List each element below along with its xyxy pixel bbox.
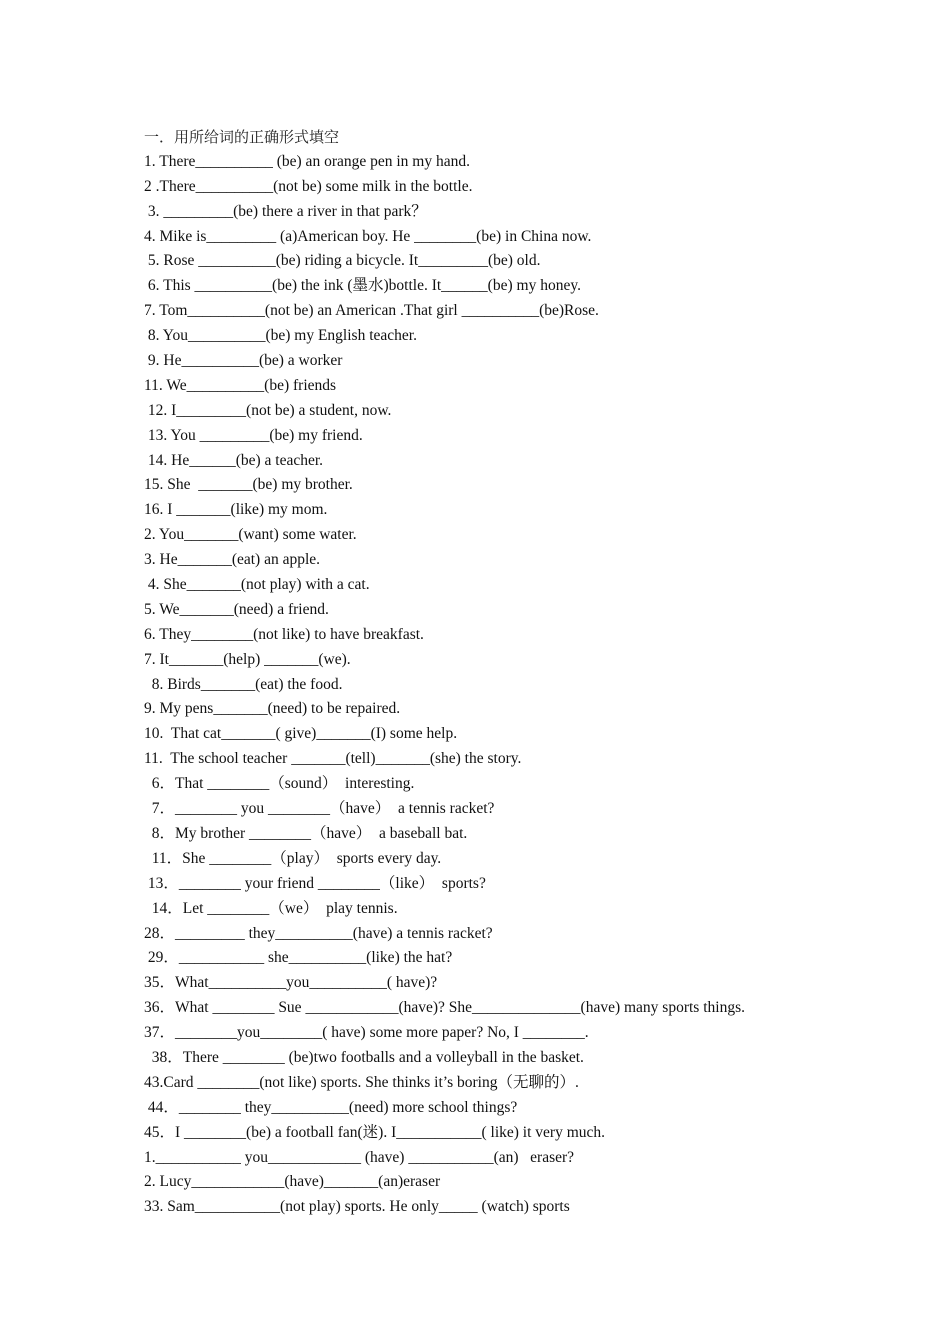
- exercise-line: 2. Lucy____________(have)_______(an)eraser: [144, 1173, 441, 1191]
- exercise-heading: 一．用所给词的正确形式填空: [144, 128, 340, 146]
- exercise-line: 11. The school teacher _______(tell)_______(she) the story.: [144, 750, 522, 768]
- exercise-line: 7. It_______(help) _______(we).: [144, 650, 351, 668]
- exercise-line: 12. I_________(not be) a student, now.: [144, 401, 392, 419]
- exercise-line: 29．___________ she__________(like) the hat?: [144, 949, 453, 967]
- exercise-line: 3. He_______(eat) an apple.: [144, 551, 321, 569]
- exercise-line: 35．What__________you__________( have)?: [144, 974, 438, 992]
- exercise-line: 1.___________ you____________ (have) ___________(an) eraser?: [144, 1148, 575, 1166]
- exercise-line: 10. That cat_______( give)_______(I) some help.: [144, 725, 458, 743]
- exercise-line: 3. _________(be) there a river in that park？: [144, 202, 427, 220]
- exercise-line: 9. He__________(be) a worker: [144, 352, 343, 370]
- exercise-line: 28．_________ they__________(have) a tennis racket?: [144, 924, 493, 942]
- exercise-line: 16. I _______(like) my mom.: [144, 501, 328, 519]
- exercise-line: 36．What ________ Sue ____________(have)? She______________(have) many sports things.: [144, 999, 745, 1017]
- exercise-content: [144, 125, 924, 1220]
- exercise-line: 2. You_______(want) some water.: [144, 526, 357, 544]
- exercise-line: 7. Tom__________(not be) an American .That girl __________(be)Rose.: [144, 302, 599, 320]
- exercise-line: 14. He______(be) a teacher.: [144, 451, 324, 469]
- exercise-line: 6. This __________(be) the ink (墨水)bottle. It______(be) my honey.: [144, 277, 581, 295]
- exercise-line: 1. There__________ (be) an orange pen in my hand.: [144, 152, 470, 170]
- exercise-line: 9. My pens_______(need) to be repaired.: [144, 700, 401, 718]
- exercise-line: 11. We__________(be) friends: [144, 376, 337, 394]
- exercise-line: 4. Mike is_________ (a)American boy. He ________(be) in China now.: [144, 227, 592, 245]
- exercise-line: 43.Card ________(not like) sports. She thinks it’s boring（无聊的）.: [144, 1073, 579, 1091]
- exercise-line: 33. Sam___________(not play) sports. He only_____ (watch) sports: [144, 1198, 570, 1216]
- exercise-line: 8. You__________(be) my English teacher.: [144, 327, 417, 345]
- exercise-line: 6．That ________（sound） interesting.: [144, 775, 415, 793]
- exercise-line: 13. You _________(be) my friend.: [144, 426, 363, 444]
- exercise-line: 11．She ________（play） sports every day.: [144, 849, 442, 867]
- exercise-line: 5. We_______(need) a friend.: [144, 600, 329, 618]
- exercise-line: 5. Rose __________(be) riding a bicycle. It_________(be) old.: [144, 252, 541, 270]
- exercise-line: 4. She_______(not play) with a cat.: [144, 576, 370, 594]
- exercise-line: 8．My brother ________（have） a baseball bat.: [144, 824, 468, 842]
- exercise-line: 37．________you________( have) some more paper? No, I ________.: [144, 1024, 589, 1042]
- exercise-line: 2 .There__________(not be) some milk in the bottle.: [144, 177, 473, 195]
- exercise-line: 14．Let ________（we） play tennis.: [144, 899, 398, 917]
- exercise-line: 6. They________(not like) to have breakfast.: [144, 625, 424, 643]
- exercise-line: 13．________ your friend ________（like） sports?: [144, 874, 486, 892]
- exercise-line: 45．I ________(be) a football fan(迷). I___________( like) it very much.: [144, 1123, 606, 1141]
- exercise-line: 38．There ________ (be)two footballs and a volleyball in the basket.: [144, 1048, 584, 1066]
- exercise-line: 7．________ you ________（have） a tennis racket?: [144, 800, 495, 818]
- exercise-line: 8. Birds_______(eat) the food.: [144, 675, 343, 693]
- exercise-line: 44．________ they__________(need) more school things?: [144, 1098, 518, 1116]
- exercise-line: 15. She _______(be) my brother.: [144, 476, 353, 494]
